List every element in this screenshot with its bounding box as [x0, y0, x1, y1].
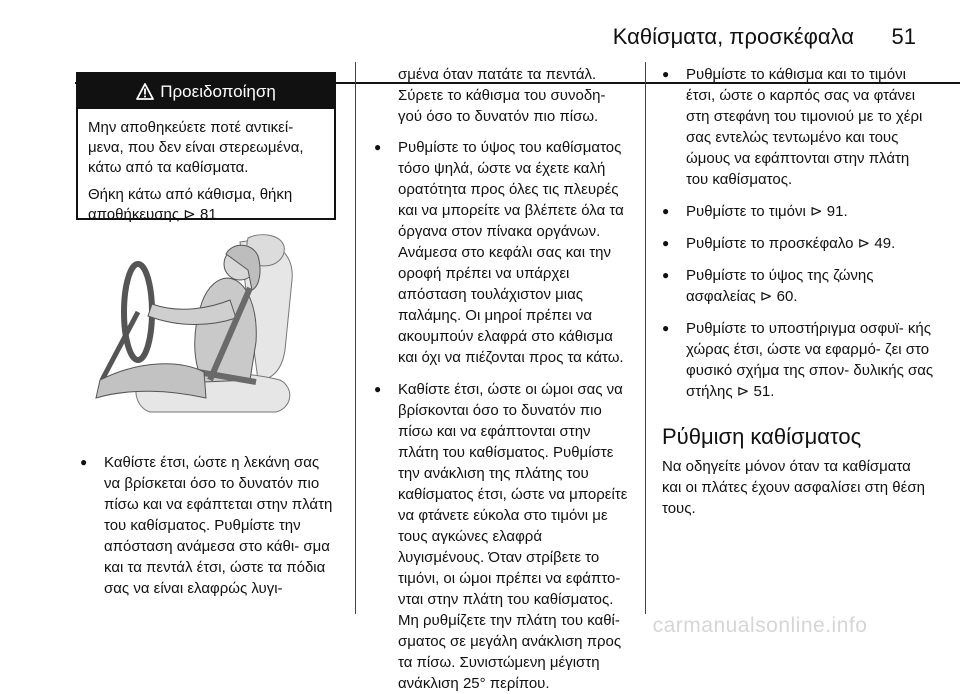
- column-divider-1: [355, 62, 356, 614]
- page-title: Καθίσματα, προσκέφαλα: [612, 24, 854, 49]
- page-reference: 60.: [776, 288, 798, 305]
- list-item: ● Ρυθμίστε το υποστήριγμα οσφυϊ- κής χώρας έτσι, ώστε να εφαρμό- ζει στο φυσικό σχήμα της σπον- δυλικής σας στήλης ⊳ 51.: [662, 318, 934, 402]
- list-item: ● Καθίστε έτσι, ώστε οι ώμοι σας να βρίσκονται όσο το δυνατόν πιο πίσω και να εφάπτονται στην πλάτη του καθίσματος. Ρυθμίστε την ανάκλιση της πλάτης του καθίσματος έτσι, ώστε να μπορείτε να φτάνετε εύκολα στο τιμόνι με τους αγκώνες ελαφρά λυγισμένους. Όταν στρίβετε το τιμόνι, οι ώμοι πρέπει να εφάπτο- νται στην πλάτη του καθίσματος. Μη ρυθμίζετε την πλάτη του καθί- σματος σε μεγάλη ανάκλιση προς τα πίσω. Συνιστώμενη μέγιστη ανάκλιση 25° περίπου.: [374, 379, 632, 694]
- reference-arrow-icon: ⊳: [759, 288, 773, 305]
- watermark: carmanualsonline.info: [652, 614, 868, 637]
- list-item: ● Ρυθμίστε το προσκέφαλο ⊳ 49.: [662, 233, 934, 254]
- list-item: ● Ρυθμίστε το κάθισμα και το τιμόνι έτσι, ώστε ο καρπός σας να φτάνει στη στεφάνη του τιμονιού με το χέρι σας εντελώς τεντωμένο και τους ώμους να εφάπτονται στην πλάτη του καθίσματος.: [662, 64, 934, 190]
- list-item: ● Ρυθμίστε το ύψος της ζώνης ασφαλείας ⊳ 60.: [662, 265, 934, 307]
- list-item: ● Ρυθμίστε το ύψος του καθίσματος τόσο ψηλά, ώστε να έχετε καλή ορατότητα προς όλες τις πλευρές και να μπορείτε να βλέπετε όλα τα όργανα στον πίνακα οργάνων. Ανάμεσα στο κεφάλι σας και την οροφή πρέπει να υπάρχει απόσταση τουλάχιστον μιας παλάμης. Οι μηροί πρέπει να ακουμπούν ελαφρά στο κάθισμα και όχι να πιέζονται προς τα κάτω.: [374, 137, 632, 368]
- driver-seating-illustration: [80, 230, 340, 440]
- warning-triangle-icon: [136, 83, 154, 100]
- list-item: ● Ρυθμίστε το τιμόνι ⊳ 91.: [662, 201, 934, 222]
- page-header: [0, 24, 960, 60]
- paragraph-continuation: σμένα όταν πατάτε τα πεντάλ. Σύρετε το κάθισμα του συνοδη- γού όσο το δυνατόν πιο πίσω.: [398, 66, 606, 125]
- page-reference: 91.: [826, 203, 848, 220]
- warning-paragraph: Μην αποθηκεύετε ποτέ αντικεί- μενα, που δεν είναι στερεωμένα, κάτω από τα καθίσματα.: [88, 119, 304, 176]
- page-number: 51: [891, 24, 916, 49]
- warning-paragraph: Θήκη κάτω από κάθισμα, θήκη αποθήκευσης ⊳ 81: [88, 186, 293, 223]
- reference-arrow-icon: ⊳: [183, 206, 196, 223]
- column-divider-2: [645, 62, 646, 614]
- section-text: Να οδηγείτε μόνον όταν τα καθίσματα και οι πλάτες έχουν ασφαλίσει στη θέση τους.: [662, 458, 925, 517]
- reference-arrow-icon: ⊳: [736, 383, 750, 400]
- reference-arrow-icon: ⊳: [857, 235, 871, 252]
- page-reference: 81: [199, 206, 217, 223]
- warning-title: Προειδοποίηση: [160, 81, 276, 101]
- page-reference: 49.: [874, 235, 896, 252]
- driver-seat-icon: [80, 230, 340, 440]
- reference-arrow-icon: ⊳: [810, 203, 823, 220]
- page-reference: 51.: [753, 383, 775, 400]
- list-item: ● Καθίστε έτσι, ώστε η λεκάνη σας να βρίσκεται όσο το δυνατόν πιο πίσω και να εφάπτεται στην πλάτη του καθίσματος. Ρυθμίστε την απόσταση ανάμεσα στο κάθι- σμα και τα πεντάλ έτσι, ώστε τα πόδια σας να είναι ελαφρώς λυγι-: [80, 452, 338, 599]
- warning-header: [78, 74, 334, 109]
- section-title: Ρύθμιση καθίσματος: [662, 424, 862, 449]
- warning-box: [76, 72, 336, 223]
